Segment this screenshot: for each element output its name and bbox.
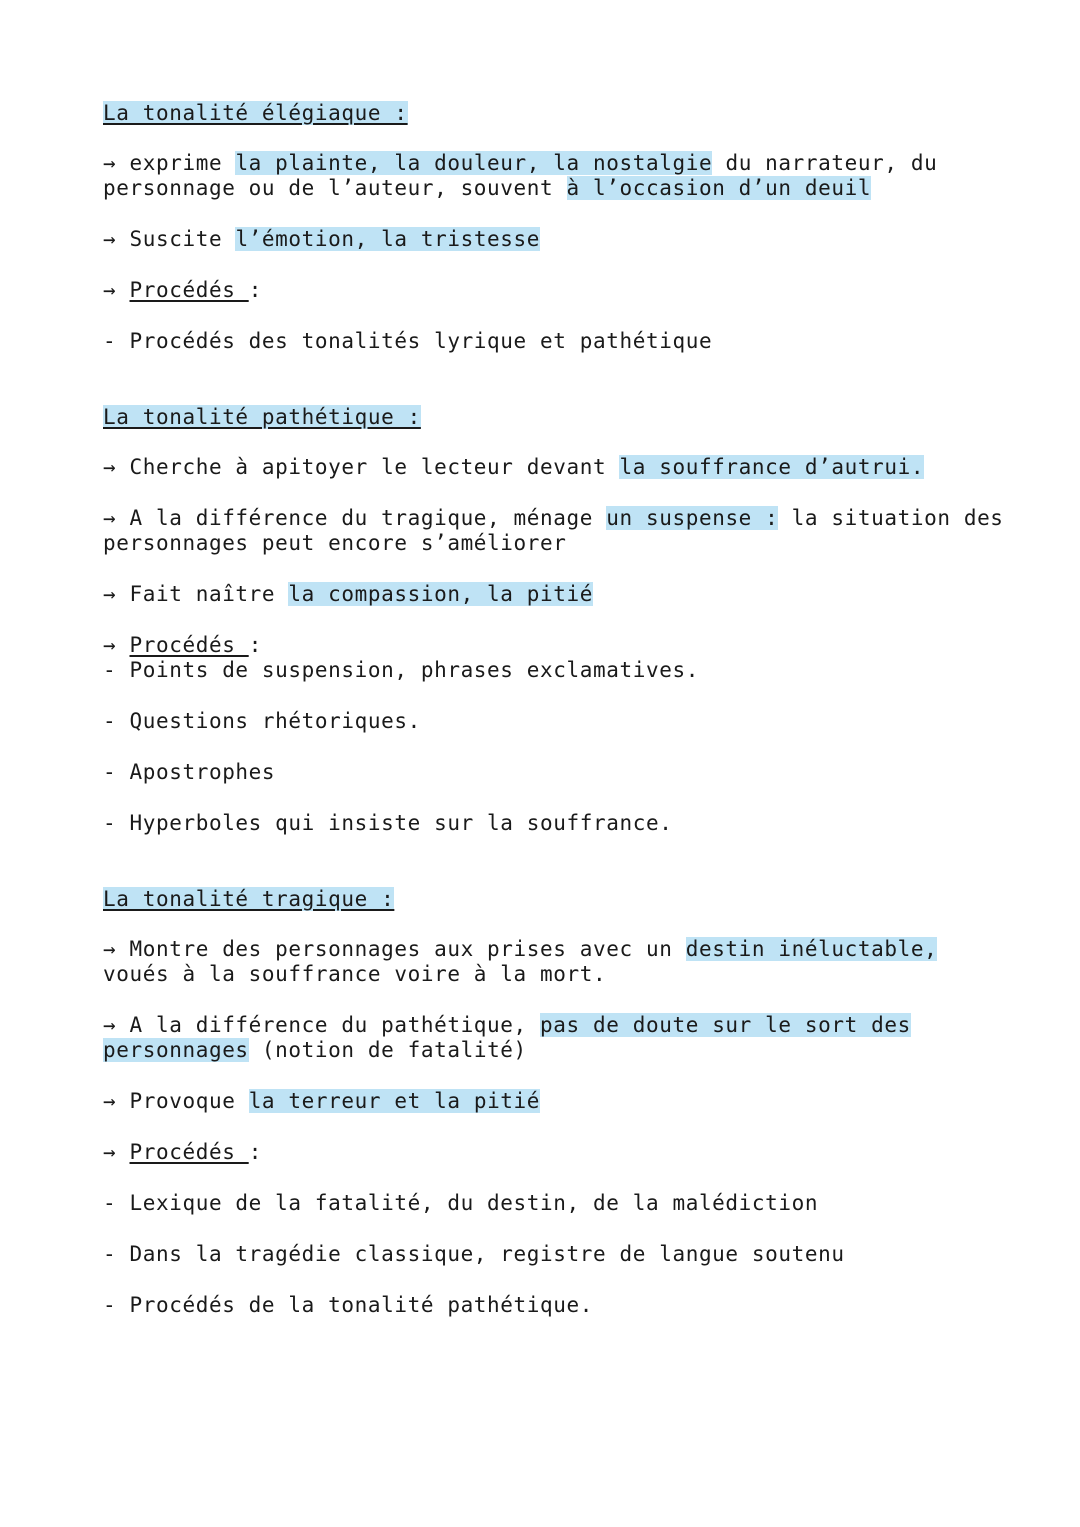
paragraph: → Cherche à apitoyer le lecteur devant la souffrance d’autrui. <box>103 455 925 479</box>
highlight: pas de doute sur le sort des <box>540 1013 911 1037</box>
highlight: un suspense : <box>606 506 779 530</box>
paragraph-continuation: personnages (notion de fatalité) <box>103 1038 527 1062</box>
list-item: - Hyperboles qui insiste sur la souffrance. <box>103 811 673 835</box>
paragraph: → Fait naître la compassion, la pitié <box>103 582 593 606</box>
highlight: la compassion, la pitié <box>288 582 593 606</box>
highlight: la terreur et la pitié <box>248 1089 541 1113</box>
list-item: - Procédés des tonalités lyrique et pathétique <box>103 329 713 353</box>
highlight: destin inéluctable, <box>685 937 938 961</box>
section-tragique <box>103 887 993 1318</box>
highlight: à l’occasion d’un deuil <box>566 176 872 200</box>
paragraph: → Montre des personnages aux prises avec un destin inéluctable, <box>103 937 938 961</box>
list-item: - Procédés de la tonalité pathétique. <box>103 1293 593 1317</box>
paragraph-continuation: personnage ou de l’auteur, souvent à l’occasion d’un deuil <box>103 176 872 200</box>
procedes-heading: → Procédés : <box>103 633 262 657</box>
paragraph: → A la différence du tragique, ménage un suspense : la situation des <box>103 506 1004 530</box>
list-item: - Questions rhétoriques. <box>103 709 421 733</box>
list-item: - Dans la tragédie classique, registre de langue soutenu <box>103 1242 845 1266</box>
paragraph: → Provoque la terreur et la pitié <box>103 1089 541 1113</box>
list-item: - Apostrophes <box>103 760 276 784</box>
section-pathetique <box>103 405 1004 836</box>
list-item: - Points de suspension, phrases exclamatives. <box>103 658 699 682</box>
list-item: - Lexique de la fatalité, du destin, de la malédiction <box>103 1191 819 1215</box>
section-title: La tonalité tragique : <box>103 887 395 911</box>
highlight: la plainte, la douleur, la nostalgie <box>235 151 713 175</box>
procedes-heading: → Procédés : <box>103 278 262 302</box>
section-title: La tonalité pathétique : <box>103 405 421 429</box>
highlight: l’émotion, la tristesse <box>235 227 541 251</box>
document-page <box>103 101 1004 1318</box>
paragraph: → Suscite l’émotion, la tristesse <box>103 227 541 251</box>
procedes-heading: → Procédés : <box>103 1140 262 1164</box>
paragraph: → exprime la plainte, la douleur, la nostalgie du narrateur, du <box>103 151 938 175</box>
section-title: La tonalité élégiaque : <box>103 101 408 125</box>
section-elegiaque <box>103 101 993 354</box>
paragraph-continuation: voués à la souffrance voire à la mort. <box>103 962 607 986</box>
highlight: la souffrance d’autrui. <box>619 455 925 479</box>
highlight: personnages <box>103 1038 249 1062</box>
paragraph-continuation: personnages peut encore s’améliorer <box>103 531 567 555</box>
paragraph: → A la différence du pathétique, pas de doute sur le sort des <box>103 1013 911 1037</box>
